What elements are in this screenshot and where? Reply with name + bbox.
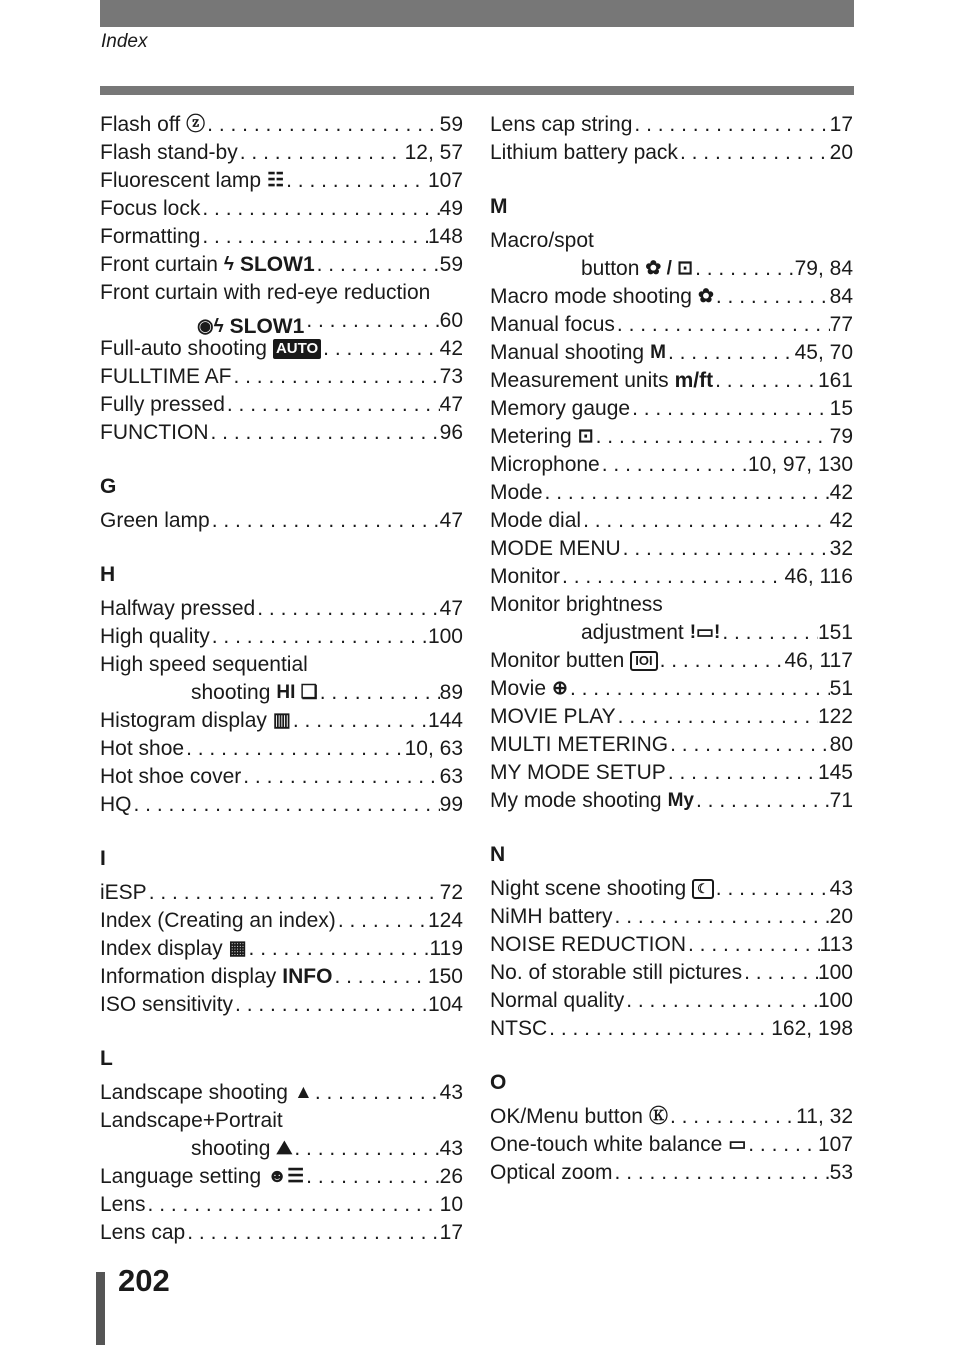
page-reference: 32 [829, 537, 853, 560]
page-reference: 60 [439, 309, 463, 332]
leader-dots [693, 255, 795, 283]
leader-dots [714, 283, 830, 311]
leader-dots [600, 451, 748, 479]
index-entry [100, 111, 463, 139]
page-reference: 51 [829, 677, 853, 700]
manual-icon: M [650, 342, 666, 363]
page-reference: 49 [439, 197, 463, 220]
leader-dots [231, 363, 439, 391]
leader-dots [200, 223, 428, 251]
leader-dots [613, 903, 830, 931]
leader-dots [210, 623, 428, 651]
index-entry [490, 139, 853, 167]
page-reference: 42 [439, 337, 463, 360]
index-entry [100, 935, 463, 963]
index-term: Flash off [100, 113, 181, 136]
index-entry [490, 647, 853, 675]
index-entry [490, 367, 853, 395]
index-entry-heading [100, 651, 463, 679]
page-reference: 77 [829, 313, 853, 336]
page-reference: 162, 198 [771, 1017, 853, 1040]
index-display-icon: ▦ [228, 938, 247, 959]
index-term: MULTI METERING [490, 733, 669, 756]
index-entry [100, 223, 463, 251]
index-term: OK/Menu button [490, 1105, 643, 1128]
page-reference: 100 [817, 989, 853, 1012]
page-reference: 99 [439, 793, 463, 816]
index-entry [100, 763, 463, 791]
movie-icon: ⊕ [552, 678, 568, 699]
index-entry [100, 167, 463, 195]
index-term: NTSC [490, 1017, 548, 1040]
page-reference: 47 [439, 509, 463, 532]
index-term: Memory gauge [490, 397, 631, 420]
index-term: No. of storable still pictures [490, 961, 743, 984]
leader-dots [284, 167, 428, 195]
leader-dots [315, 251, 440, 279]
index-term-label: SLOW1 [239, 253, 315, 276]
leader-dots [132, 791, 440, 819]
index-term: Language setting [100, 1165, 262, 1188]
index-term: Histogram display [100, 709, 267, 732]
index-letter-heading: H [100, 563, 116, 586]
index-term: shooting [191, 681, 271, 704]
index-term: Lens cap [100, 1221, 186, 1244]
index-letter-heading: N [490, 843, 506, 866]
macro-icon: ✿ [697, 286, 714, 307]
index-entry [100, 1079, 463, 1107]
index-entry [490, 787, 853, 815]
index-entry [490, 1103, 853, 1131]
leader-dots [210, 507, 440, 535]
index-term: Manual focus [490, 313, 615, 336]
spot-metering-icon: ⊡ [577, 426, 594, 447]
index-entry [490, 339, 853, 367]
leader-dots [714, 875, 830, 903]
histogram-icon: ▥ [272, 710, 291, 731]
leader-dots [304, 307, 439, 335]
index-term: Front curtain with red-eye reduction [100, 281, 431, 304]
page-reference: 47 [439, 597, 463, 620]
index-term: adjustment [581, 621, 684, 644]
page-reference: 10, 63 [404, 737, 463, 760]
page-reference: 11, 32 [796, 1105, 853, 1128]
index-entry [100, 139, 463, 167]
page-reference: 79, 84 [794, 257, 853, 280]
index-entry [490, 931, 853, 959]
index-term: Lithium battery pack [490, 141, 678, 164]
leader-dots [147, 879, 440, 907]
index-term: Index (Creating an index) [100, 909, 336, 932]
page-marker [96, 1272, 105, 1345]
index-term: MODE MENU [490, 537, 621, 560]
page-reference: 89 [439, 681, 463, 704]
index-entry [490, 1015, 853, 1043]
leader-dots [238, 139, 405, 167]
index-term: Hot shoe [100, 737, 185, 760]
index-entry [100, 963, 463, 991]
index-term: Metering [490, 425, 572, 448]
page-reference: 122 [817, 705, 853, 728]
index-term: Index display [100, 937, 223, 960]
index-term: High quality [100, 625, 210, 648]
page-reference: 45, 70 [794, 341, 853, 364]
index-term: Manual shooting [490, 341, 645, 364]
index-entry [100, 707, 463, 735]
index-term: Front curtain [100, 253, 218, 276]
monitor-brightness-icon: !▭! [689, 622, 721, 643]
leader-dots [241, 763, 439, 791]
index-entry-heading [490, 591, 853, 619]
leader-dots [185, 1219, 439, 1247]
index-term: shooting [191, 1137, 271, 1160]
page-reference: 47 [439, 393, 463, 416]
page-reference: 150 [427, 965, 463, 988]
leader-dots [630, 395, 830, 423]
leader-dots [560, 563, 784, 591]
leader-dots [613, 1159, 830, 1187]
page-reference: 53 [829, 1161, 853, 1184]
leader-dots [321, 335, 439, 363]
index-entry [490, 451, 853, 479]
page-reference: 72 [439, 881, 463, 904]
monitor-button-icon: IOI [630, 651, 657, 671]
index-entry [490, 1131, 853, 1159]
index-entry [100, 1135, 463, 1163]
index-entry [100, 679, 463, 707]
page-reference: 42 [829, 481, 853, 504]
page-reference: 100 [817, 961, 853, 984]
index-term-label: m/ft [674, 369, 714, 392]
index-column-left [100, 111, 463, 1247]
leader-dots [233, 991, 428, 1019]
leader-dots [336, 907, 428, 935]
page-reference: 59 [439, 253, 463, 276]
leader-dots [686, 931, 820, 959]
page-reference: 80 [829, 733, 853, 756]
index-term: Macro/spot [490, 229, 594, 252]
page-reference: 43 [439, 1081, 463, 1104]
index-entry [490, 479, 853, 507]
page-reference: 161 [817, 369, 853, 392]
index-entry-heading [100, 1107, 463, 1135]
index-term: FUNCTION [100, 421, 209, 444]
index-term: NOISE REDUCTION [490, 933, 687, 956]
leader-dots [209, 419, 440, 447]
leader-dots [225, 391, 440, 419]
leader-dots [666, 339, 795, 367]
page-reference: 144 [427, 709, 463, 732]
index-term: MOVIE PLAY [490, 705, 616, 728]
index-entry [100, 391, 463, 419]
index-term: Measurement units [490, 369, 669, 392]
index-term: Full-auto shooting [100, 337, 267, 360]
index-entry [100, 419, 463, 447]
index-term: Microphone [490, 453, 600, 476]
index-entry [100, 335, 463, 363]
index-entry [100, 735, 463, 763]
index-term: Landscape+Portrait [100, 1109, 283, 1132]
index-term: Fluorescent lamp [100, 169, 262, 192]
flash-off-icon: ⓩ [186, 114, 206, 135]
leader-dots [621, 535, 830, 563]
index-entry [100, 991, 463, 1019]
index-entry [490, 507, 853, 535]
page-reference: 17 [829, 113, 853, 136]
index-term: FULLTIME AF [100, 365, 232, 388]
page-reference: 26 [439, 1165, 463, 1188]
index-term: Formatting [100, 225, 201, 248]
page-reference: 20 [829, 141, 853, 164]
language-icon: ☻☰ [267, 1166, 305, 1187]
leader-dots [255, 595, 439, 623]
leader-dots [713, 367, 818, 395]
page-number: 202 [118, 1263, 170, 1298]
index-entry [490, 423, 853, 451]
index-entry [100, 363, 463, 391]
index-letter-heading: M [490, 195, 508, 218]
leader-dots [318, 679, 440, 707]
index-term: Lens [100, 1193, 146, 1216]
page-reference: 100 [427, 625, 463, 648]
page-reference: 63 [439, 765, 463, 788]
leader-dots [594, 423, 830, 451]
index-term: Optical zoom [490, 1161, 613, 1184]
index-entry [490, 703, 853, 731]
page-reference: 104 [427, 993, 463, 1016]
leader-dots [668, 1103, 796, 1131]
index-column-right [490, 111, 853, 1187]
page-reference: 20 [829, 905, 853, 928]
index-entry [490, 619, 853, 647]
index-entry [100, 307, 463, 338]
index-term: button [581, 257, 640, 280]
index-term: Mode dial [490, 509, 582, 532]
leader-dots [658, 647, 785, 675]
index-entry [100, 195, 463, 223]
index-entry [490, 255, 853, 283]
index-entry [490, 283, 853, 311]
index-term: Movie [490, 677, 547, 700]
leader-dots [694, 787, 830, 815]
index-entry [100, 791, 463, 819]
leader-dots [746, 1131, 818, 1159]
page-reference: 124 [427, 909, 463, 932]
index-term: Monitor brightness [490, 593, 663, 616]
index-entry-heading [100, 279, 463, 307]
index-entry [100, 1219, 463, 1247]
page-reference: 71 [829, 789, 853, 812]
index-term: Flash stand-by [100, 141, 238, 164]
index-term-label: SLOW1 [229, 315, 305, 338]
page-reference: 119 [429, 937, 463, 960]
index-term: Information display [100, 965, 277, 988]
my-mode-icon: My [667, 790, 694, 811]
index-term: High speed sequential [100, 653, 308, 676]
index-term: Night scene shooting [490, 877, 687, 900]
index-letter-heading: G [100, 475, 117, 498]
header-bar [100, 0, 854, 27]
index-entry [490, 875, 853, 903]
index-term: Monitor butten [490, 649, 625, 672]
page-reference: 148 [427, 225, 463, 248]
leader-dots [720, 619, 818, 647]
landscape-icon: ▲ [294, 1082, 313, 1103]
index-term-label: INFO [282, 965, 333, 988]
index-entry [100, 1191, 463, 1219]
leader-dots [146, 1191, 440, 1219]
index-entry [490, 959, 853, 987]
page-reference: 43 [439, 1137, 463, 1160]
leader-dots [332, 963, 428, 991]
leader-dots [291, 707, 428, 735]
page-reference: 43 [829, 877, 853, 900]
index-term: Halfway pressed [100, 597, 256, 620]
index-entry [100, 623, 463, 651]
page-reference: 12, 57 [404, 141, 463, 164]
index-entry [100, 879, 463, 907]
index-term: NiMH battery [490, 905, 613, 928]
index-entry-heading [490, 227, 853, 255]
leader-dots [313, 1079, 440, 1107]
white-balance-icon: ▭ [728, 1134, 747, 1155]
index-entry [490, 731, 853, 759]
page-reference: 107 [817, 1133, 853, 1156]
leader-dots [624, 987, 818, 1015]
page-reference: 42 [829, 509, 853, 532]
index-term: Macro mode shooting [490, 285, 692, 308]
leader-dots [615, 311, 830, 339]
leader-dots [678, 139, 830, 167]
index-letter-heading: O [490, 1071, 507, 1094]
index-letter-heading: I [100, 847, 106, 870]
hi-sequential-icon: HI ❏ [276, 682, 318, 703]
index-term: HQ [100, 793, 132, 816]
index-term: Green lamp [100, 509, 210, 532]
leader-dots [666, 759, 818, 787]
index-entry [490, 395, 853, 423]
index-entry [490, 563, 853, 591]
index-term: Focus lock [100, 197, 201, 220]
page-reference: 17 [439, 1221, 463, 1244]
leader-dots [184, 735, 405, 763]
leader-dots [568, 675, 830, 703]
index-entry [490, 675, 853, 703]
index-entry [100, 251, 463, 279]
index-term: Mode [490, 481, 543, 504]
leader-dots [304, 1163, 439, 1191]
index-entry [100, 507, 463, 535]
index-entry [490, 311, 853, 339]
page-reference: 15 [829, 397, 853, 420]
page-reference: 10 [439, 1193, 463, 1216]
page-reference: 73 [439, 365, 463, 388]
index-term: Normal quality [490, 989, 625, 1012]
leader-dots [616, 703, 818, 731]
index-entry [100, 907, 463, 935]
index-entry [490, 759, 853, 787]
macro-spot-icon: ✿ / ⊡ [645, 258, 694, 279]
index-term: Lens cap string [490, 113, 633, 136]
index-term: ISO sensitivity [100, 993, 234, 1016]
landscape-portrait-icon: ⛰ [276, 1138, 293, 1159]
index-entry [490, 535, 853, 563]
fluorescent-lamp-icon: ☷ [267, 170, 285, 191]
page-reference: 84 [829, 285, 853, 308]
section-title: Index [101, 31, 148, 52]
leader-dots [668, 731, 830, 759]
leader-dots [292, 1135, 439, 1163]
leader-dots [200, 195, 439, 223]
index-term: Monitor [490, 565, 561, 588]
leader-dots [742, 959, 818, 987]
index-term: My mode shooting [490, 789, 662, 812]
red-eye-icon: ◉ϟ [197, 316, 224, 337]
index-term: One-touch white balance [490, 1133, 723, 1156]
leader-dots [205, 111, 439, 139]
page-reference: 145 [817, 761, 853, 784]
auto-mode-icon: AUTO [273, 339, 321, 359]
page-reference: 79 [829, 425, 853, 448]
index-entry [490, 987, 853, 1015]
page-reference: 46, 116 [784, 565, 853, 588]
page-reference: 113 [819, 933, 853, 956]
leader-dots [547, 1015, 771, 1043]
page-reference: 59 [439, 113, 463, 136]
leader-dots [543, 479, 830, 507]
header-rule [100, 86, 854, 95]
page-reference: 96 [439, 421, 463, 444]
ok-button-icon: Ⓚ [648, 1106, 668, 1127]
index-entry [100, 595, 463, 623]
page-reference: 46, 117 [784, 649, 853, 672]
index-term: iESP [100, 881, 147, 904]
index-term: MY MODE SETUP [490, 761, 666, 784]
page-reference: 10, 97, 130 [747, 453, 853, 476]
index-term: Landscape shooting [100, 1081, 288, 1104]
index-entry [490, 903, 853, 931]
flash-icon: ϟ [223, 254, 234, 275]
page-reference: 107 [427, 169, 463, 192]
index-letter-heading: L [100, 1047, 113, 1070]
index-entry [100, 1163, 463, 1191]
night-scene-icon: ☾ [692, 879, 714, 899]
leader-dots [247, 935, 430, 963]
index-term: Fully pressed [100, 393, 225, 416]
leader-dots [581, 507, 830, 535]
leader-dots [632, 111, 829, 139]
index-entry [490, 111, 853, 139]
index-entry [490, 1159, 853, 1187]
index-term: Hot shoe cover [100, 765, 242, 788]
page-reference: 151 [817, 621, 853, 644]
